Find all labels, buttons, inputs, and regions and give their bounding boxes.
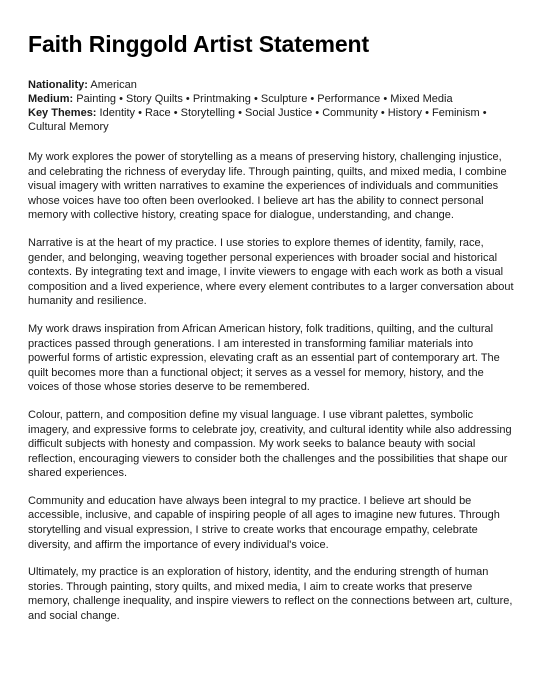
meta-key-themes-key: Key Themes:	[28, 107, 97, 119]
paragraph-inspiration: My work draws inspiration from African American history, folk traditions, quilting, and the cultural practices passed through generations. I am interested in transforming familiar materials into powerful forms of artistic expression, elevating craft as an essential part of contemporary art. The quilt becomes more than a functional object; it serves as a vessel for memory, history, and the voices of those whose stories deserve to be remembered.	[28, 322, 500, 394]
paragraph-conclusion: Ultimately, my practice is an exploration of history, identity, and the enduring strength of human stories. Through painting, story quilts, and mixed media, I aim to create works that preserve memory, challenge inequality, and inspire viewers to reflect on the connections between art, culture, and social change.	[28, 566, 513, 623]
meta-nationality-key: Nationality:	[28, 79, 88, 91]
paragraph-community: Community and education have always been integral to my practice. I believe art should be accessible, inclusive, and capable of inspiring people of all ages to imagine new futures. Through storytelling and visual expression, I strive to create works that encourage empathy, celebrate diversity, and affirm the importance of every individual's voice.	[28, 494, 500, 551]
document-title: Faith Ringgold Artist Statement	[28, 31, 370, 57]
meta-medium	[28, 92, 515, 106]
artist-metadata	[28, 78, 515, 134]
meta-nationality-value: American	[90, 79, 137, 91]
meta-medium-value: Painting • Story Quilts • Printmaking • Sculpture • Performance • Mixed Media	[76, 93, 453, 105]
meta-medium-key: Medium:	[28, 93, 74, 105]
meta-nationality	[28, 78, 515, 92]
meta-key-themes-value: Identity • Race • Storytelling • Social Justice • Community • History • Feminism • Cultural Memory	[28, 107, 487, 133]
paragraph-storytelling: My work explores the power of storytelling as a means of preserving history, challenging injustice, and celebrating the richness of everyday life. Through painting, quilts, and mixed media, I combine visual imagery with written narratives to examine the experiences of individuals and communities whose voices have too often been overlooked. I believe art has the ability to connect personal memory with collective history, creating space for dialogue, understanding, and change.	[28, 151, 507, 222]
paragraph-narrative: Narrative is at the heart of my practice. I use stories to explore themes of identity, family, race, gender, and belonging, weaving together personal experiences with broader social and historical contexts. By integrating text and image, I invite viewers to engage with each work as both a visual composition and a lived experience, where every element contributes to a larger conversation about humanity and resilience.	[28, 236, 514, 308]
paragraph-visual-language: Colour, pattern, and composition define my visual language. I use vibrant palettes, symbolic imagery, and expressive forms to celebrate joy, creativity, and cultural identity while also addressing difficult subjects with honesty and compassion. My work seeks to balance beauty with social reflection, encouraging viewers to consider both the challenges and the possibilities that shape our shared experiences.	[28, 408, 512, 480]
meta-key-themes	[28, 106, 515, 134]
